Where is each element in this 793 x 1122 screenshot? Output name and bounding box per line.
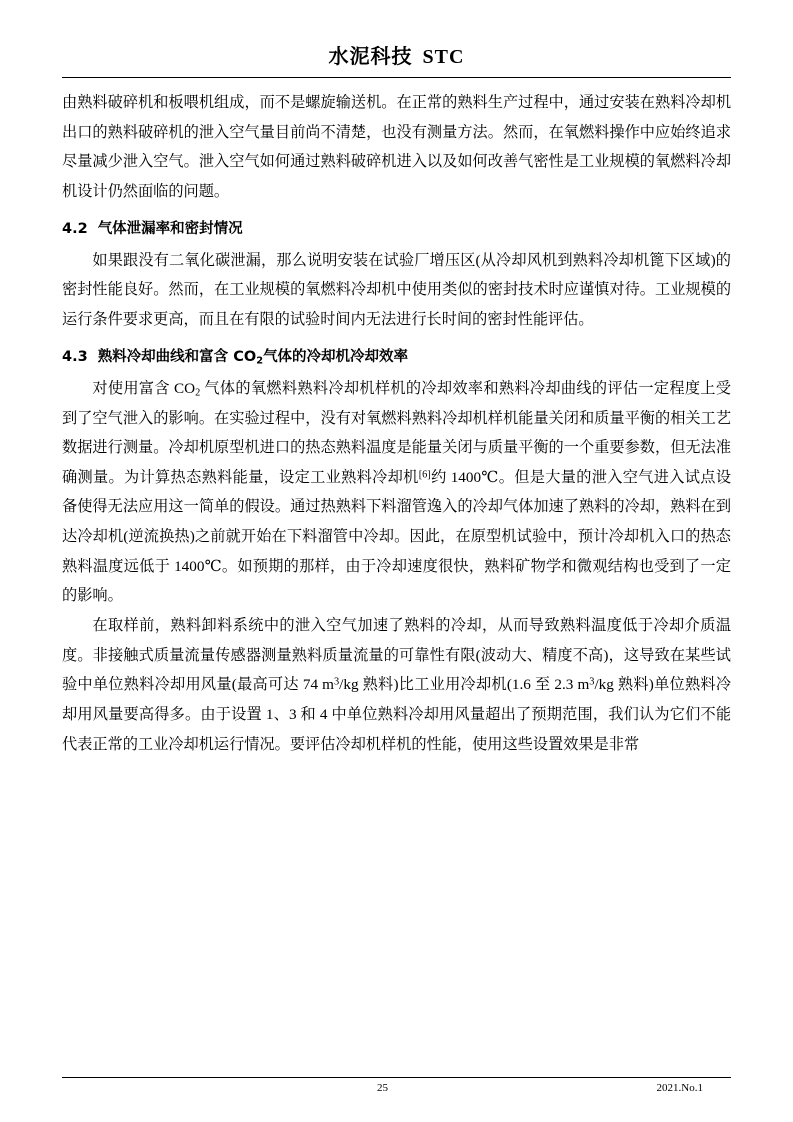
paragraph-text-b: 气体的氧燃料熟料冷却机样机的冷却效率和熟料冷却曲线的评估一定程度上受到了空气泄入的影响。在实验过程中，没有对氧燃料熟料冷却机样机能量关闭和质量平衡的相关工艺数据进行测量。冷却机原型机进口的热态熟料温度是能量关闭与质量平衡的一个重要参数，但无法准确测量。为计算热态熟料能量，设定工业熟料冷却机 xyxy=(62,379,731,486)
page-content-area xyxy=(62,40,731,1082)
journal-title-cn: 水泥科技 xyxy=(328,44,413,68)
paragraph-sampling-body xyxy=(62,611,731,759)
footer-divider xyxy=(62,1077,731,1078)
footer-row xyxy=(62,1082,731,1094)
section-title: 气体泄漏率和密封情况 xyxy=(97,220,243,237)
paragraph-text-a: 在取样前，熟料卸料系统中的泄入空气加速了熟料的冷却，从而导致熟料温度低于冷却介质温度。非接触式质量流量传感器测量熟料质量流量的可靠性有限(波动大、精度不高)，这导致在某些试验中单位熟料冷却用风量(最高可达 74 m xyxy=(62,616,731,694)
section-number: 4.2 xyxy=(62,220,88,237)
journal-title-en: STC xyxy=(422,46,465,68)
section-heading-4-3 xyxy=(62,344,731,370)
reference-marker: [6] xyxy=(418,469,431,481)
section-title-subscript: 2 xyxy=(256,355,264,367)
paragraph-4-2-body: 如果跟没有二氧化碳泄漏，那么说明安装在试验厂增压区(从冷却风机到熟料冷却机篦下区域)的密封性能良好。然而，在工业规模的氧燃料冷却机中使用类似的密封技术时应谨慎对待。工业规模的运行条件要求更高，而且在有限的试验时间内无法进行长时间的密封性能评估。 xyxy=(62,251,731,328)
header-divider xyxy=(62,77,731,78)
cubic-exponent-1: 3 xyxy=(333,676,340,688)
section-heading-4-2 xyxy=(62,216,731,242)
page-header xyxy=(62,40,731,75)
section-title-part-b: 气体的冷却机冷却效率 xyxy=(263,348,409,365)
paragraph-text-c: /kg 熟料)单位熟料冷却用风量要高得多。由于设置 1、3 和 4 中单位熟料冷却用风量超出了预期范围，我们认为它们不能代表正常的工业冷却机运行情况。要评估冷却机样机的性能，使用这些设置效果是非常 xyxy=(62,676,732,753)
page-footer xyxy=(62,1077,731,1094)
cubic-exponent-2: 3 xyxy=(589,676,595,688)
paragraph-text-a: 对使用富含 CO xyxy=(92,379,196,397)
paragraph-text-c: 约 1400℃。但是大量的泄入空气进入试点设备使得无法应用这一简单的假设。通过热熟料下料溜管逸入的冷却气体加速了熟料的冷却，熟料在到达冷却机(逆流换热)之前就开始在下料溜管中冷却。因此，在原型机试验中，预计冷却机入口的热态熟料温度远低于 1400℃。如预期的那样，由于冷却速度很快，熟料矿物学和微观结构也受到了一定的影响。 xyxy=(62,468,732,605)
issue-label: 2021.No.1 xyxy=(656,1082,703,1094)
co2-subscript: 2 xyxy=(195,387,201,399)
section-number: 4.3 xyxy=(62,348,88,365)
paragraph-continuation: 由熟料破碎机和板喂机组成，而不是螺旋输送机。在正常的熟料生产过程中，通过安装在熟料冷却机出口的熟料破碎机的泄入空气量目前尚不清楚，也没有测量方法。然而，在氧燃料操作中应始终追求尽量减少泄入空气。泄入空气如何通过熟料破碎机进入以及如何改善气密性是工业规模的氧燃料冷却机设计仍然面临的问题。 xyxy=(62,94,731,200)
paragraph-text-b: /kg 熟料)比工业用冷却机(1.6 至 2.3 m xyxy=(339,676,590,694)
paragraph-4-3-body xyxy=(62,374,731,611)
page-number: 25 xyxy=(377,1082,388,1094)
document-body xyxy=(62,88,731,759)
section-title-part-a: 熟料冷却曲线和富含 CO xyxy=(97,348,257,365)
